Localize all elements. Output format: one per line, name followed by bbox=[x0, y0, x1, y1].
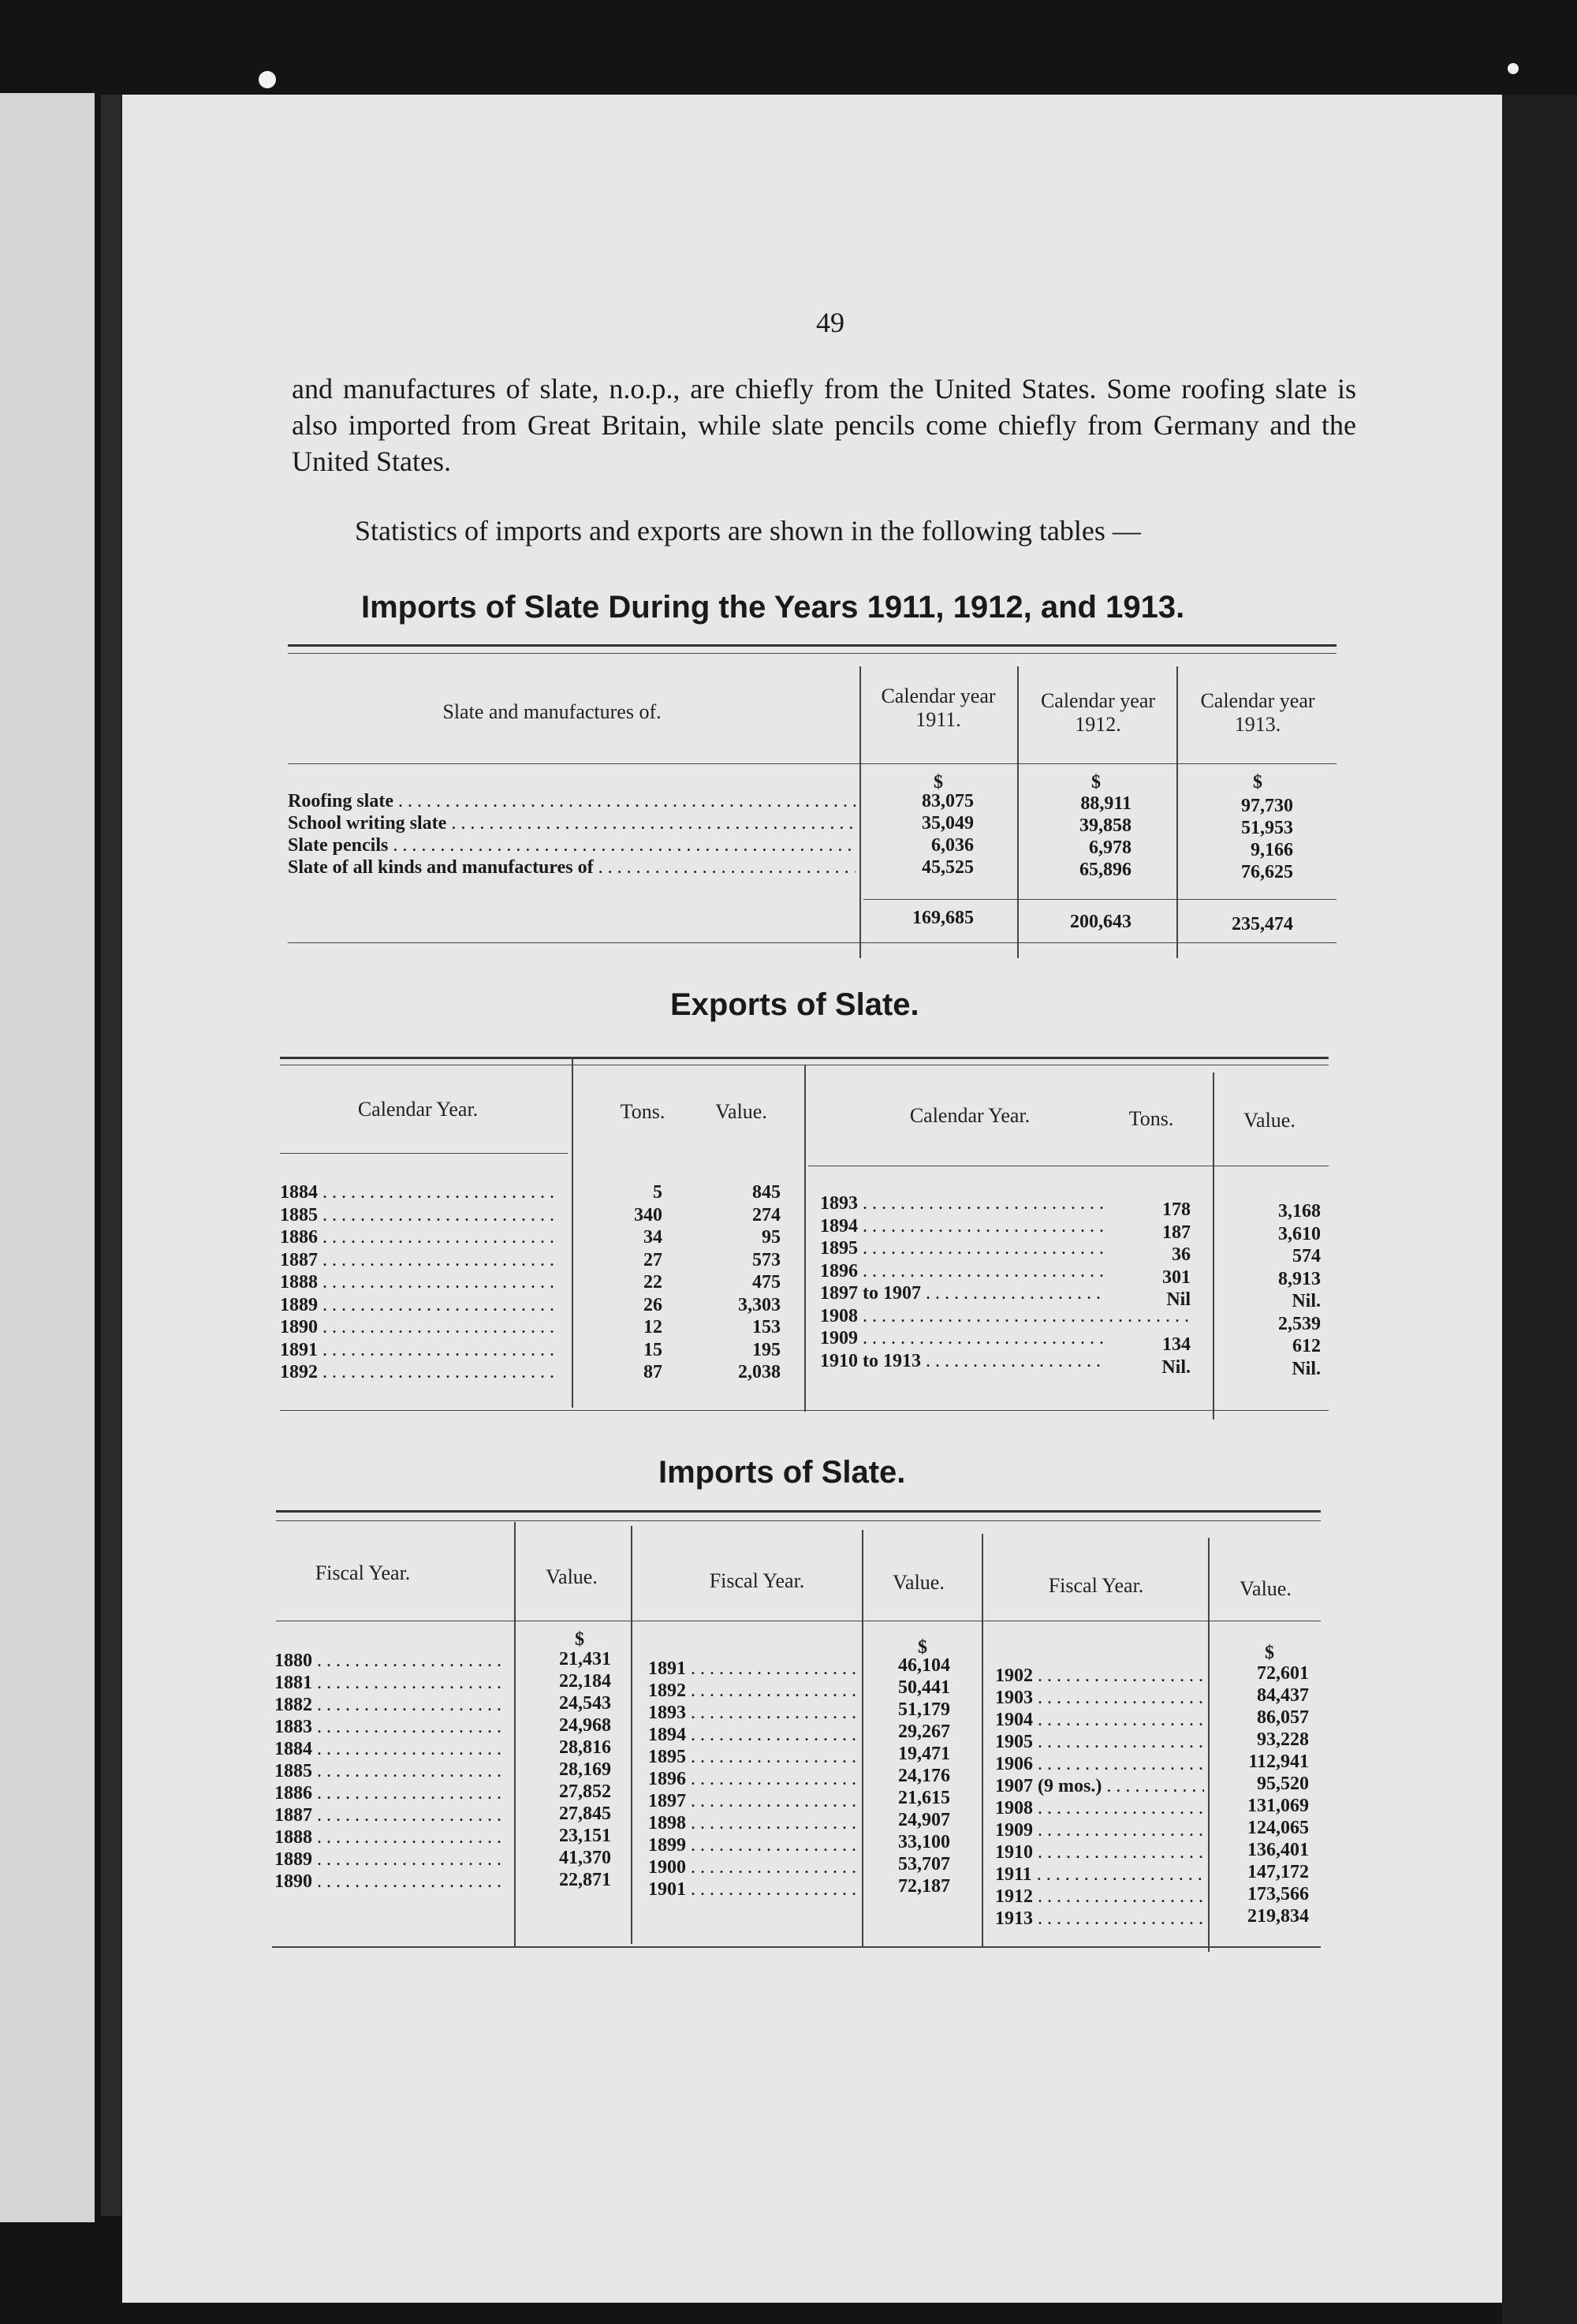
table2-left-year: 1885 . . . bbox=[280, 1204, 560, 1226]
table1-top-rule-2 bbox=[288, 653, 1337, 654]
table1-value-1911: 35,049 bbox=[922, 813, 974, 834]
table3-year: 1901 . . . bbox=[648, 1878, 857, 1901]
table1-col-divider bbox=[1017, 666, 1019, 958]
currency-symbol: $ bbox=[1253, 772, 1262, 793]
intro-paragraph: and manufactures of slate, n.o.p., are chiefly from the United States. Some roofing slate is also imported from Great Britain, while slate pencils come chiefly from Germany and the United States. bbox=[292, 373, 1356, 477]
table3-year: 1893 . . . bbox=[648, 1702, 857, 1724]
intro-paragraph-2: Statistics of imports and exports are shown in the following tables — bbox=[355, 515, 1141, 546]
table3-value: 19,471 bbox=[898, 1744, 950, 1764]
table1-value-1912: 65,896 bbox=[1079, 860, 1131, 880]
currency-symbol: $ bbox=[934, 772, 943, 793]
table3-col-divider bbox=[982, 1534, 983, 1948]
table3-year: 1890 . . . bbox=[274, 1871, 507, 1893]
table3-header-value-1: Value. bbox=[546, 1565, 598, 1588]
table3-header-year-2: Fiscal Year. bbox=[709, 1569, 805, 1592]
table2-left-year: 1884 . . . bbox=[280, 1181, 560, 1203]
table1-row-label: Slate of all kinds and manufactures of . . . bbox=[288, 856, 856, 878]
table3-value: 27,845 bbox=[559, 1804, 611, 1824]
table3-value: 28,816 bbox=[559, 1737, 611, 1758]
table3-year: 1886 . . . bbox=[274, 1782, 507, 1804]
table2-right-value: 574 bbox=[1292, 1246, 1321, 1266]
table2-left-year: 1886 . . . bbox=[280, 1226, 560, 1248]
scan-speck bbox=[259, 71, 276, 88]
table2-left-tons: 22 bbox=[643, 1272, 662, 1293]
table2-right-tons: Nil bbox=[1104, 1289, 1191, 1311]
table1-value-1913: 97,730 bbox=[1241, 796, 1293, 816]
table2-col-divider bbox=[804, 1065, 806, 1412]
table2-header-tons-left: Tons. bbox=[620, 1100, 665, 1123]
currency-symbol: $ bbox=[1091, 772, 1101, 793]
table2-left-value: 573 bbox=[752, 1249, 781, 1270]
table1-value-1913: 9,166 bbox=[1251, 840, 1293, 860]
table2-right-value: Nil. bbox=[1292, 1291, 1321, 1311]
table2-left-year: 1890 . . . bbox=[280, 1316, 560, 1338]
book-spine bbox=[101, 95, 121, 2216]
table1-bottom-rule bbox=[288, 942, 1337, 943]
table3-top-rule-2 bbox=[276, 1520, 1321, 1521]
table2-header-tons-right: Tons. bbox=[1128, 1107, 1174, 1130]
table2-left-year: 1891 . . . bbox=[280, 1339, 560, 1361]
table3-value: 53,707 bbox=[898, 1854, 950, 1874]
table1-value-1913: 51,953 bbox=[1241, 818, 1293, 838]
table2-left-tons: 26 bbox=[643, 1294, 662, 1315]
table2-top-rule bbox=[280, 1057, 1329, 1059]
table2-left-year: 1892 . . . bbox=[280, 1361, 560, 1383]
table3-value: 24,907 bbox=[898, 1810, 950, 1830]
table3-value: 23,151 bbox=[559, 1826, 611, 1846]
table1-title: Imports of Slate During the Years 1911, 1912, and 1913. bbox=[361, 590, 1185, 625]
table3-value: 136,401 bbox=[1247, 1840, 1309, 1860]
table1-value-1911: 6,036 bbox=[931, 835, 974, 856]
table2-header-year-right: Calendar Year. bbox=[909, 1104, 1031, 1127]
table3-value: 21,615 bbox=[898, 1788, 950, 1808]
table3-year: 1899 . . . bbox=[648, 1834, 857, 1856]
table3-value: 93,228 bbox=[1257, 1729, 1309, 1750]
total-1913: 235,474 bbox=[1232, 914, 1293, 934]
table3-year: 1907 (9 mos.) . . . bbox=[995, 1775, 1204, 1797]
table2-left-tons: 34 bbox=[643, 1227, 662, 1248]
table3-value: 86,057 bbox=[1257, 1707, 1309, 1728]
table2-right-value: 3,610 bbox=[1278, 1223, 1321, 1244]
table3-year: 1896 . . . bbox=[648, 1768, 857, 1790]
table2-left-year: 1888 . . . bbox=[280, 1271, 560, 1293]
table3-year: 1883 . . . bbox=[274, 1716, 507, 1738]
table3-year: 1887 . . . bbox=[274, 1804, 507, 1826]
table3-value: 27,852 bbox=[559, 1781, 611, 1802]
table3-value: 95,520 bbox=[1257, 1774, 1309, 1794]
page-shadow bbox=[1502, 95, 1577, 2324]
table1-header-desc: Slate and manufactures of. bbox=[442, 700, 662, 723]
table3-year: 1905 . . . bbox=[995, 1731, 1204, 1753]
table2-left-value: 153 bbox=[752, 1317, 781, 1337]
table3-year: 1888 . . . bbox=[274, 1826, 507, 1848]
table3-value: 173,566 bbox=[1247, 1884, 1309, 1904]
table1-value-1911: 45,525 bbox=[922, 857, 974, 878]
table3-year: 1898 . . . bbox=[648, 1812, 857, 1834]
table3-year: 1881 . . . bbox=[274, 1672, 507, 1694]
table2-right-value: 8,913 bbox=[1278, 1268, 1321, 1289]
table3-year: 1882 . . . bbox=[274, 1694, 507, 1716]
table3-year: 1904 . . . bbox=[995, 1709, 1204, 1731]
previous-page-edge bbox=[0, 93, 95, 2222]
table2-left-tons: 27 bbox=[643, 1249, 662, 1270]
table1-value-1912: 6,978 bbox=[1089, 837, 1131, 858]
table1-total-rule bbox=[863, 899, 1337, 900]
table3-col-divider bbox=[631, 1526, 632, 1944]
table3-value: 219,834 bbox=[1247, 1906, 1309, 1927]
table2-left-tons: 15 bbox=[643, 1339, 662, 1360]
table2-left-year: 1889 . . . bbox=[280, 1294, 560, 1316]
table1-row-label: Roofing slate . . . bbox=[288, 790, 856, 812]
table3-year: 1908 . . . bbox=[995, 1797, 1204, 1819]
table3-value: 72,601 bbox=[1257, 1663, 1309, 1684]
table3-year: 1903 . . . bbox=[995, 1687, 1204, 1709]
table2-col-divider bbox=[1213, 1072, 1214, 1419]
table2-header-year-left: Calendar Year. bbox=[357, 1098, 479, 1121]
table1-header-1912: Calendar year 1912. bbox=[1040, 689, 1156, 736]
table3-value: 41,370 bbox=[559, 1848, 611, 1868]
table2-header-value-right: Value. bbox=[1243, 1109, 1296, 1132]
table1-value-1912: 39,858 bbox=[1079, 815, 1131, 836]
table2-right-value: 2,539 bbox=[1278, 1313, 1321, 1334]
table2-left-tons: 12 bbox=[643, 1317, 662, 1337]
table3-col-divider bbox=[862, 1530, 863, 1948]
table3-value: 124,065 bbox=[1247, 1818, 1309, 1838]
table3-year: 1880 . . . bbox=[274, 1650, 507, 1672]
table1-col-divider bbox=[1176, 666, 1178, 958]
table2-right-year: 1896 . . . bbox=[820, 1260, 1191, 1282]
table2-right-tons: 178 bbox=[1104, 1199, 1191, 1221]
table3-value: 131,069 bbox=[1247, 1796, 1309, 1816]
table2-col-divider bbox=[572, 1057, 573, 1408]
table3-value: 112,941 bbox=[1248, 1751, 1309, 1772]
table3-year: 1900 . . . bbox=[648, 1856, 857, 1878]
table2-right-tons: 301 bbox=[1104, 1266, 1191, 1289]
table2-right-tons: 134 bbox=[1104, 1334, 1191, 1356]
table3-year: 1910 . . . bbox=[995, 1841, 1204, 1863]
table3-value: 33,100 bbox=[898, 1832, 950, 1852]
table2-bottom-rule bbox=[280, 1410, 1329, 1411]
table3-value: 46,104 bbox=[898, 1655, 950, 1676]
table3-value: 51,179 bbox=[898, 1699, 950, 1720]
table3-year: 1895 . . . bbox=[648, 1746, 857, 1768]
scan-speck bbox=[1508, 63, 1519, 74]
table3-year: 1897 . . . bbox=[648, 1790, 857, 1812]
table1-header-1911: Calendar year 1911. bbox=[881, 685, 996, 731]
table3-year: 1889 . . . bbox=[274, 1848, 507, 1871]
table3-year: 1913 . . . bbox=[995, 1908, 1204, 1930]
table3-year: 1911 . . . bbox=[995, 1863, 1204, 1886]
table3-header-value-2: Value. bbox=[893, 1571, 945, 1594]
table1-header-1913: Calendar year 1913. bbox=[1200, 689, 1315, 736]
table2-left-value: 3,303 bbox=[738, 1294, 781, 1315]
table1-value-1912: 88,911 bbox=[1080, 793, 1131, 814]
table2-right-tons: 187 bbox=[1104, 1222, 1191, 1244]
table1-value-1911: 83,075 bbox=[922, 791, 974, 811]
currency-symbol: $ bbox=[918, 1637, 927, 1658]
table3-col-divider bbox=[514, 1522, 516, 1948]
table3-year: 1894 . . . bbox=[648, 1724, 857, 1746]
table3-value: 24,543 bbox=[559, 1693, 611, 1714]
table2-right-year: 1893 . . . bbox=[820, 1192, 1191, 1214]
table1-header-rule bbox=[288, 763, 1337, 764]
table2-right-year: 1910 to 1913 . . . bbox=[820, 1350, 1191, 1372]
table3-year: 1884 . . . bbox=[274, 1738, 507, 1760]
table2-header-rule bbox=[280, 1153, 568, 1154]
table3-value: 28,169 bbox=[559, 1759, 611, 1780]
table3-year: 1891 . . . bbox=[648, 1658, 857, 1680]
table2-right-tons: Nil. bbox=[1104, 1356, 1191, 1378]
table1-row-label: Slate pencils . . . bbox=[288, 834, 856, 856]
table3-value: 22,184 bbox=[559, 1671, 611, 1692]
table2-right-tons: 36 bbox=[1104, 1244, 1191, 1266]
total-1911: 169,685 bbox=[912, 908, 974, 928]
table3-top-rule bbox=[276, 1510, 1321, 1513]
table3-value: 24,968 bbox=[559, 1715, 611, 1736]
table2-right-value: Nil. bbox=[1292, 1358, 1321, 1379]
table3-value: 21,431 bbox=[559, 1649, 611, 1669]
table2-right-year: 1909 . . . bbox=[820, 1327, 1191, 1349]
table3-year: 1909 . . . bbox=[995, 1819, 1204, 1841]
table2-right-year: 1895 . . . bbox=[820, 1237, 1191, 1259]
table2-left-tons: 5 bbox=[653, 1182, 662, 1203]
table2-left-value: 274 bbox=[752, 1204, 781, 1225]
table1-top-rule bbox=[288, 644, 1337, 647]
table2-title: Exports of Slate. bbox=[670, 987, 919, 1022]
table2-right-year: 1897 to 1907 . . . bbox=[820, 1282, 1191, 1304]
currency-symbol: $ bbox=[1265, 1643, 1274, 1663]
table1-col-divider bbox=[859, 666, 861, 958]
total-1912: 200,643 bbox=[1070, 912, 1131, 932]
table2-left-value: 95 bbox=[762, 1227, 781, 1248]
table3-year: 1902 . . . bbox=[995, 1665, 1204, 1687]
table3-header-value-3: Value. bbox=[1240, 1577, 1292, 1600]
table3-value: 147,172 bbox=[1247, 1862, 1309, 1882]
currency-symbol: $ bbox=[575, 1629, 584, 1650]
table2-left-value: 2,038 bbox=[738, 1362, 781, 1382]
table2-header-value-left: Value. bbox=[715, 1100, 767, 1123]
table3-year: 1906 . . . bbox=[995, 1753, 1204, 1775]
table2-left-tons: 87 bbox=[643, 1362, 662, 1382]
table3-year: 1892 . . . bbox=[648, 1680, 857, 1702]
table3-value: 84,437 bbox=[1257, 1685, 1309, 1706]
table2-left-value: 195 bbox=[752, 1339, 781, 1360]
table1-row-label: School writing slate . . . bbox=[288, 812, 856, 834]
table2-left-tons: 340 bbox=[634, 1204, 662, 1225]
table3-value: 72,187 bbox=[898, 1876, 950, 1897]
table3-header-year-3: Fiscal Year. bbox=[1048, 1574, 1144, 1597]
table3-value: 29,267 bbox=[898, 1722, 950, 1742]
table3-title: Imports of Slate. bbox=[658, 1455, 906, 1490]
table2-left-value: 475 bbox=[752, 1272, 781, 1293]
table2-right-year: 1894 . . . bbox=[820, 1215, 1191, 1237]
table2-right-year: 1908 . . . bbox=[820, 1305, 1191, 1327]
table3-value: 22,871 bbox=[559, 1870, 611, 1890]
table3-value: 24,176 bbox=[898, 1766, 950, 1786]
table3-bottom-rule bbox=[272, 1946, 1321, 1948]
table3-value: 50,441 bbox=[898, 1677, 950, 1698]
page-number: 49 bbox=[816, 307, 844, 338]
table2-left-value: 845 bbox=[752, 1182, 781, 1203]
table3-year: 1912 . . . bbox=[995, 1886, 1204, 1908]
table2-left-year: 1887 . . . bbox=[280, 1249, 560, 1271]
table2-right-value: 3,168 bbox=[1278, 1201, 1321, 1222]
table3-col-divider bbox=[1208, 1538, 1210, 1952]
table3-header-year-1: Fiscal Year. bbox=[315, 1561, 411, 1584]
table2-right-value: 612 bbox=[1292, 1336, 1321, 1356]
table3-year: 1885 . . . bbox=[274, 1760, 507, 1782]
table1-value-1913: 76,625 bbox=[1241, 862, 1293, 882]
